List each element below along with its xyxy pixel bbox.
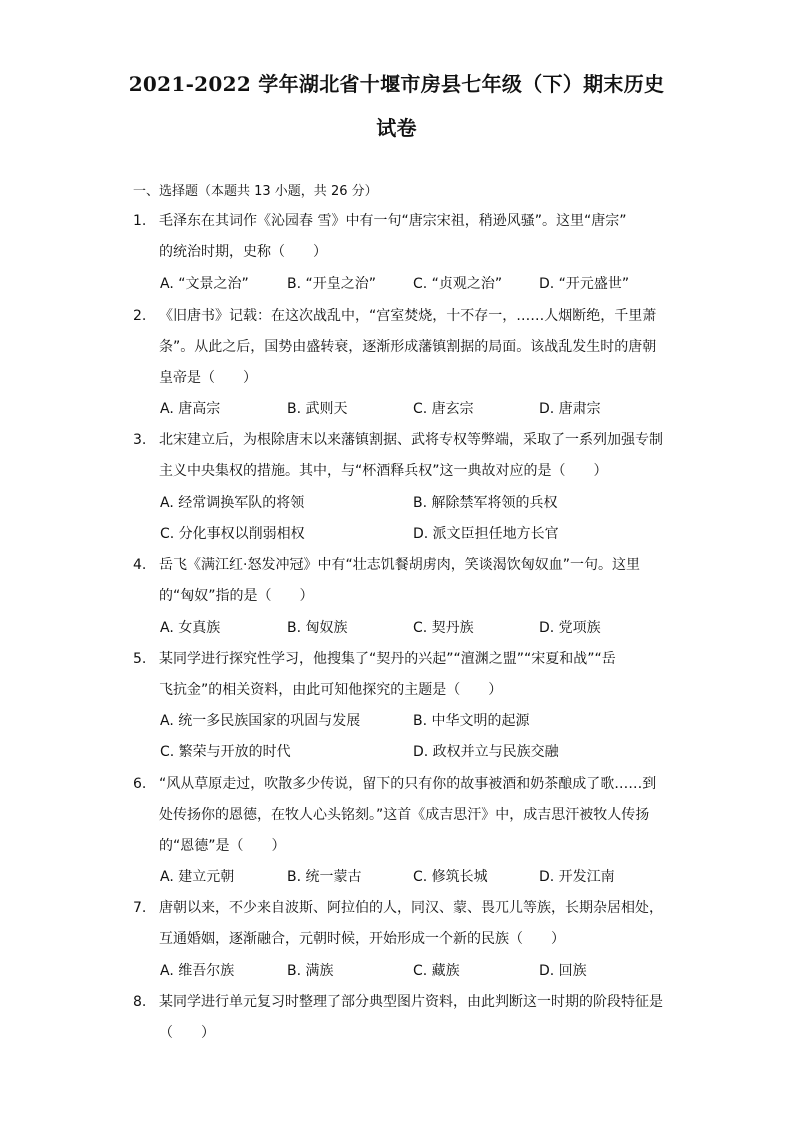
question-number: 4. [133, 557, 147, 573]
page-title-line2: 试卷 [376, 116, 417, 140]
option[interactable]: A. 经常调换军队的将领 [160, 495, 305, 511]
option[interactable]: A. 统一多民族国家的巩固与发展 [160, 713, 361, 729]
option[interactable]: C. 契丹族 [413, 620, 474, 636]
option[interactable]: A. 维吾尔族 [160, 963, 235, 979]
option[interactable]: C. 分化事权以削弱相权 [160, 526, 305, 542]
option[interactable]: D. 开发江南 [539, 869, 615, 885]
option[interactable]: A. 女真族 [160, 620, 221, 636]
question-number: 8. [133, 994, 147, 1010]
question-text: 皇帝是（ ） [159, 370, 257, 386]
option[interactable]: D. 派文臣担任地方长官 [413, 526, 559, 542]
question-text: 北宋建立后，为根除唐末以来藩镇割据、武将专权等弊端，采取了一系列加强专制 [159, 432, 663, 448]
option[interactable]: C. 修筑长城 [413, 869, 488, 885]
option[interactable]: D. 党项族 [539, 620, 601, 636]
question-number: 7. [133, 900, 147, 916]
option[interactable]: C. “贞观之治” [413, 276, 503, 292]
option[interactable]: B. “开皇之治” [287, 276, 377, 292]
option[interactable]: C. 繁荣与开放的时代 [160, 744, 291, 760]
option[interactable]: C. 藏族 [413, 963, 460, 979]
option[interactable]: D. “开元盛世” [539, 276, 630, 292]
question-text: 唐朝以来，不少来自波斯、阿拉伯的人，同汉、蒙、畏兀儿等族，长期杂居相处， [159, 900, 663, 916]
question-text: 飞抗金”的相关资料，由此可知他探究的主题是（ ） [159, 682, 503, 698]
question-number: 1. [133, 213, 147, 229]
question-number: 6. [133, 776, 147, 792]
option[interactable]: A. 唐高宗 [160, 401, 221, 417]
option[interactable]: D. 政权并立与民族交融 [413, 744, 559, 760]
option[interactable]: B. 武则天 [287, 401, 348, 417]
question-number: 5. [133, 651, 147, 667]
question-text: 的“恩德”是（ ） [159, 838, 286, 854]
option[interactable]: B. 中华文明的起源 [413, 713, 530, 729]
question-text: 互通婚姻，逐渐融合，元朝时候，开始形成一个新的民族（ ） [159, 931, 565, 947]
section-heading: 一、选择题（本题共 13 小题，共 26 分） [133, 184, 378, 199]
question-text: “风从草原走过，吹散多少传说，留下的只有你的故事被酒和奶茶酿成了歌……到 [159, 776, 657, 792]
option[interactable]: D. 回族 [539, 963, 587, 979]
question-text: （ ） [159, 1025, 215, 1041]
question-number: 2. [133, 308, 147, 324]
option[interactable]: D. 唐肃宗 [539, 401, 601, 417]
option[interactable]: B. 解除禁军将领的兵权 [413, 495, 558, 511]
question-text: 主义中央集权的措施。其中，与“杯酒释兵权”这一典故对应的是（ ） [159, 463, 608, 479]
question-text: 《旧唐书》记载：在这次战乱中，“宫室焚烧，十不存一，……人烟断绝，千里萧 [159, 308, 657, 324]
question-text: 的“匈奴”指的是（ ） [159, 588, 314, 604]
option[interactable]: A. 建立元朝 [160, 869, 235, 885]
option[interactable]: C. 唐玄宗 [413, 401, 474, 417]
option[interactable]: B. 统一蒙古 [287, 869, 362, 885]
option[interactable]: A. “文景之治” [160, 276, 249, 292]
question-number: 3. [133, 432, 147, 448]
question-text: 毛泽东在其词作《沁园春 雪》中有一句“唐宗宋祖，稍逊风骚”。这里“唐宗” [159, 213, 627, 229]
option[interactable]: B. 匈奴族 [287, 620, 348, 636]
question-text: 处传扬你的恩德，在牧人心头铭刻。”这首《成吉思汗》中，成吉思汗被牧人传扬 [159, 807, 650, 823]
question-text: 某同学进行探究性学习，他搜集了“契丹的兴起”“澶渊之盟”“宋夏和战”“岳 [159, 651, 616, 667]
question-text: 某同学进行单元复习时整理了部分典型图片资料，由此判断这一时期的阶段特征是 [159, 994, 663, 1010]
option[interactable]: B. 满族 [287, 963, 334, 979]
page-title: 2021-2022 学年湖北省十堰市房县七年级（下）期末历史 [128, 72, 665, 96]
question-text: 的统治时期，史称（ ） [159, 244, 327, 260]
question-text: 条”。从此之后，国势由盛转衰，逐渐形成藩镇割据的局面。该战乱发生时的唐朝 [159, 339, 657, 355]
question-text: 岳飞《满江红·怒发冲冠》中有“壮志饥餐胡虏肉，笑谈渴饮匈奴血”一句。这里 [159, 557, 640, 573]
